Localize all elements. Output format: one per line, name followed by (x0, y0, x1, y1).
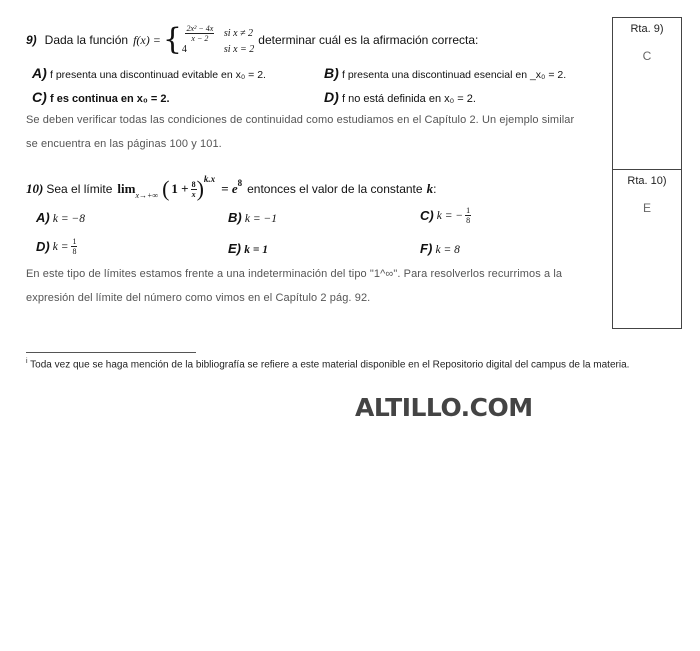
q9-option-b-text: f presenta una discontinuad esencial en _x₀ = 2. (341, 69, 567, 81)
q9-case1-numerator: 2x² − 4x (186, 23, 214, 33)
answer-box-q10 (612, 169, 682, 329)
q10-one-plus: 1 + (171, 181, 189, 196)
q9-explanation-line2: se encuentra en las páginas 100 y 101. (26, 138, 222, 150)
q10-option-b-text: k = −1 (244, 213, 278, 225)
q9-statement (26, 20, 478, 60)
q9-option-d-label: D) (324, 89, 339, 105)
q10-rhs-exponent: 8 (237, 178, 243, 188)
q9-option-d-text: f no está definida en x₀ = 2. (341, 93, 476, 105)
q9-option-b-label: B) (324, 65, 339, 81)
answer-title-q9: Rta. 9) (630, 23, 664, 35)
q9-option-c-text: f es continua en x₀ = 2. (49, 93, 170, 105)
q10-option-b-label: B) (228, 210, 242, 225)
answer-title-q10: Rta. 10) (627, 175, 667, 187)
q9-case2-condition: si x = 2 (223, 44, 255, 55)
q9-option-a-label: A) (32, 65, 47, 81)
q10-colon: : (433, 182, 437, 196)
q10-option-c-fraction (465, 206, 471, 225)
q9-option-a (32, 65, 266, 81)
q10-option-f-text: k = 8 (435, 244, 460, 256)
q10-lim-word: lim (117, 181, 136, 196)
q9-case1-condition: si x ≠ 2 (223, 27, 254, 39)
q10-statement (26, 172, 436, 206)
q10-option-e-label: E) (228, 241, 241, 256)
q9-option-d (324, 89, 476, 105)
q10-fraction-numerator: 8 (191, 179, 196, 189)
footnote-text: Toda vez que se haga mención de la bibliografía se refiere a este material disponible en el Repositorio digital del campus de la materia. (30, 359, 630, 371)
q10-option-c-label: C) (420, 208, 434, 223)
q10-option-c-numerator: 1 (466, 206, 471, 215)
q9-explanation-line1: Se deben verificar todas las condiciones de continuidad como estudiamos en el Capítulo 2. Un ejemplo similar (26, 114, 575, 126)
q9-case1-denominator: x − 2 (191, 33, 209, 43)
answer-value-q9: C (642, 49, 652, 63)
q10-option-c-text: k = − (436, 209, 464, 222)
q9-number: 9) (26, 33, 37, 47)
q10-lim-subscript: x→+∞ (135, 191, 159, 200)
q9-option-b (324, 65, 566, 81)
answer-value-q10: E (642, 201, 651, 215)
q10-close-paren: ) (196, 176, 204, 201)
q10-option-f-label: F) (420, 241, 433, 256)
q10-option-d-numerator: 1 (72, 237, 77, 246)
q9-question: determinar cuál es la afirmación correcta: (258, 33, 479, 47)
q10-option-a-text: k = −8 (52, 213, 86, 225)
q10-option-a (36, 210, 85, 225)
q10-fraction-denominator: x (191, 189, 196, 199)
q9-option-c (32, 89, 170, 105)
footnote-marker: i (26, 358, 28, 365)
q10-option-a-label: A) (36, 210, 50, 225)
q10-option-d-label: D) (36, 239, 50, 254)
q10-option-e (228, 241, 268, 256)
q9-cases (182, 24, 254, 57)
q10-exponent: k.x (203, 174, 216, 184)
q10-option-d-fraction (71, 237, 77, 256)
q10-explanation-line2: expresión del límite del número como vimos en el Capítulo 2 pág. 92. (26, 292, 371, 304)
q10-open-paren: ( (162, 176, 170, 201)
q10-option-f (420, 241, 460, 256)
q10-option-d-denominator: 8 (72, 247, 77, 256)
q10-lim (117, 181, 159, 200)
q10-explanation-line1: En este tipo de límites estamos frente a una indeterminación del tipo "1^∞". Para resolverlos recurrimos a la (26, 268, 563, 280)
q9-case1-fraction (182, 24, 218, 43)
q10-option-e-text: k = 1 (244, 244, 269, 256)
q10-equals-e: = e (221, 181, 238, 196)
answer-box-q9 (612, 17, 682, 171)
q10-option-d (36, 237, 77, 256)
q10-option-d-text: k = (52, 240, 69, 253)
q9-case2-value: 4 (181, 44, 187, 55)
q10-intro: Sea el límite (46, 182, 113, 196)
q10-option-c (420, 206, 471, 225)
q9-brace: { (162, 22, 182, 57)
q9-intro: Dada la función (44, 33, 129, 47)
footnote-separator (26, 352, 196, 353)
q9-option-a-text: f presenta una discontinuad evitable en x₀ = 2. (49, 69, 266, 81)
q9-function-name: f(x) = (133, 32, 161, 47)
q10-question: entonces el valor de la constante (247, 182, 423, 196)
q10-constant-k: k (426, 181, 434, 196)
q10-option-c-denominator: 8 (466, 216, 471, 225)
q10-number: 10) (26, 181, 44, 196)
q10-option-b (228, 210, 277, 225)
q9-option-c-label: C) (32, 89, 47, 105)
footnote (26, 358, 629, 370)
altillo-logo: ALTILLO.COM (355, 393, 533, 422)
